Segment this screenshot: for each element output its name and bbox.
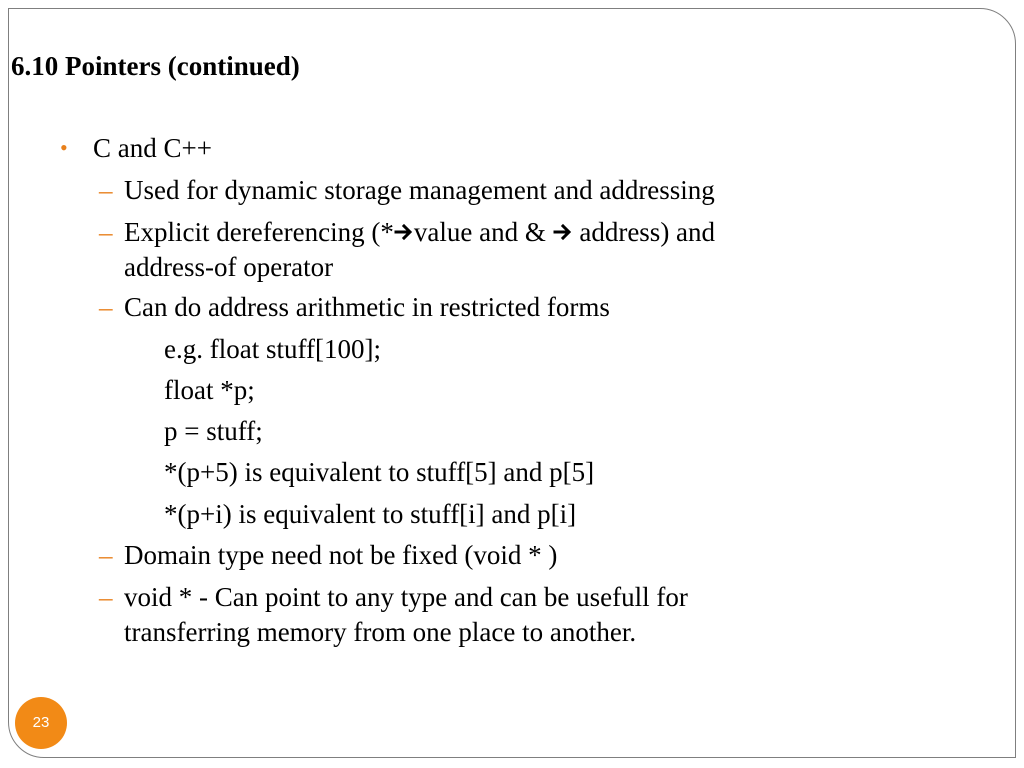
dash-marker bbox=[99, 538, 121, 572]
code-line: e.g. float stuff[100]; bbox=[164, 334, 381, 364]
code-line: float *p; bbox=[164, 375, 255, 405]
subpoint-void-pointer: void * - Can point to any type and can be usefull for bbox=[124, 582, 688, 612]
code-line: *(p+i) is equivalent to stuff[i] and p[i] bbox=[164, 499, 577, 529]
slide-title: 6.10 Pointers (continued) bbox=[11, 51, 300, 81]
bullet-marker bbox=[60, 131, 80, 165]
deref-text-part1: Explicit dereferencing (* bbox=[124, 217, 394, 247]
code-line: *(p+5) is equivalent to stuff[5] and p[5] bbox=[164, 457, 595, 487]
dash-marker bbox=[99, 580, 121, 614]
right-arrow-icon bbox=[553, 216, 573, 250]
dash-marker bbox=[99, 290, 121, 324]
bullet-text: C and C++ bbox=[93, 133, 212, 163]
deref-text-part2: value and & bbox=[413, 217, 553, 247]
deref-text-part3: address) and bbox=[572, 217, 716, 247]
subpoint-address-arithmetic: Can do address arithmetic in restricted forms bbox=[124, 292, 610, 322]
dash-marker bbox=[99, 215, 121, 249]
page-number-badge: 23 bbox=[15, 697, 67, 749]
subpoint-dereferencing bbox=[124, 215, 715, 250]
code-line: p = stuff; bbox=[164, 416, 263, 446]
subpoint-dynamic-storage: Used for dynamic storage management and addressing bbox=[124, 175, 715, 205]
subpoint-void-pointer-line2: transferring memory from one place to another. bbox=[124, 617, 637, 647]
subpoint-domain-type: Domain type need not be fixed (void * ) bbox=[124, 540, 558, 570]
right-arrow-icon bbox=[394, 216, 414, 250]
dash-marker bbox=[99, 173, 121, 207]
subpoint-dereferencing-line2: address-of operator bbox=[124, 252, 334, 282]
